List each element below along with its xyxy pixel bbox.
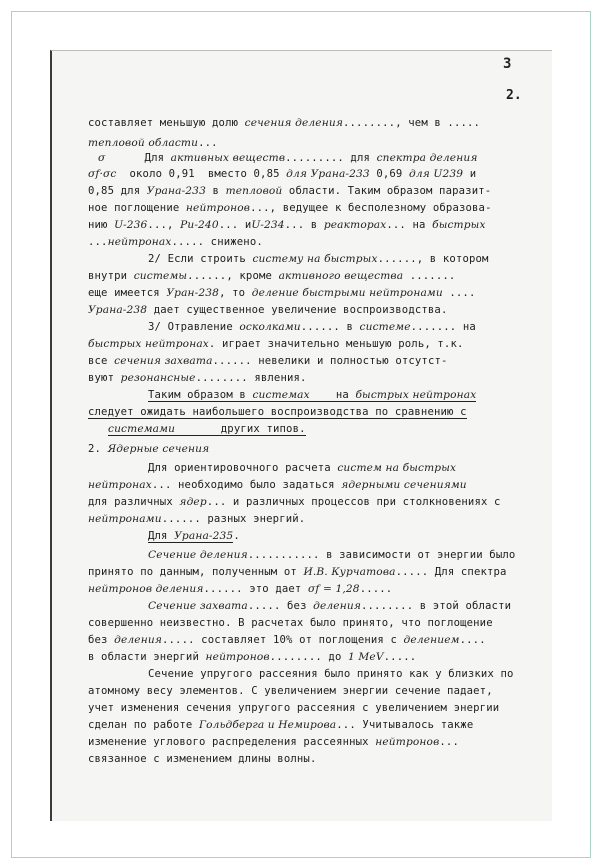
corner-mark: 3	[503, 56, 512, 72]
typed-text: около 0,91 вместо 0,85	[116, 168, 287, 180]
typed-text: ......... для	[285, 152, 377, 164]
typed-text: следует ожидать наибольшего воспроизводства по сравнению с	[88, 406, 467, 418]
typed-text: ...,	[147, 219, 181, 231]
handwritten-insert: нейтронах	[88, 479, 152, 491]
typed-text: .......	[403, 270, 456, 282]
text-line	[148, 530, 240, 543]
handwritten-insert: Ядерные сечения	[107, 443, 210, 455]
handwritten-insert: деления	[313, 600, 361, 612]
text-line	[88, 185, 491, 198]
text-line	[88, 719, 473, 732]
handwritten-insert: быстрых нейтронах	[355, 389, 477, 401]
text-line	[88, 270, 455, 283]
typed-text: ........ явления.	[195, 372, 307, 384]
typed-text: ... и различных процессов при столкновениях с	[206, 496, 501, 508]
typed-text: ное поглощение	[88, 202, 186, 214]
typed-text: на	[309, 389, 356, 401]
handwritten-insert: Pu-240	[180, 219, 219, 231]
handwritten-insert: тепловой	[225, 185, 283, 197]
typed-text: ........ в этой области	[361, 600, 512, 612]
handwritten-insert: Сечение захвата	[148, 600, 248, 612]
text-line	[148, 549, 515, 562]
typed-text: .	[233, 530, 240, 542]
typed-text: , то	[219, 287, 252, 299]
handwritten-insert: Гольдберга и Немирова	[198, 719, 337, 731]
typed-text: составляет меньшую долю	[88, 117, 245, 129]
typed-text: Для ориентировочного расчета	[148, 462, 338, 474]
typed-text: принято по данным, полученным от	[88, 566, 304, 578]
typed-text: 2.	[88, 443, 108, 455]
text-line	[88, 702, 499, 715]
text-line	[88, 137, 218, 150]
handwritten-insert: системами	[108, 423, 176, 435]
handwritten-insert: нейтронов	[205, 651, 270, 663]
text-line	[88, 566, 507, 579]
typed-text: учет изменения сечения упругого рассеяния с увеличением энергии	[88, 702, 500, 714]
handwritten-insert: ядер	[179, 496, 207, 508]
text-line	[88, 168, 476, 181]
typed-text: ........... в зависимости от энергии было	[247, 549, 516, 561]
typed-text: ... на	[386, 219, 433, 231]
handwritten-insert: для Урана-233	[286, 168, 370, 180]
text-line	[88, 287, 475, 300]
typed-text: ... необходимо было задаться	[151, 479, 342, 491]
typed-text: все	[88, 355, 115, 367]
typed-text: 0,69	[369, 168, 409, 180]
handwritten-insert: системы	[133, 270, 188, 282]
typed-text: и	[463, 168, 477, 180]
handwritten-insert: Уран-238	[166, 287, 220, 299]
handwritten-insert: тепловой области	[88, 137, 199, 149]
text-line	[88, 236, 263, 249]
text-line	[148, 668, 514, 681]
typed-text: без	[88, 634, 115, 646]
text-line	[88, 513, 305, 526]
text-line	[88, 202, 492, 215]
text-line	[88, 219, 486, 232]
handwritten-insert: нейтронов	[375, 736, 440, 748]
handwritten-insert: делением	[403, 634, 460, 646]
text-line	[88, 443, 209, 456]
typed-text: ...	[88, 236, 108, 248]
handwritten-insert: нейтронов деления	[88, 583, 204, 595]
handwritten-insert: резонансные	[120, 372, 196, 384]
handwritten-insert: реакторах	[323, 219, 387, 231]
handwritten-insert: ядерными сечениями	[341, 479, 467, 491]
text-line	[88, 479, 467, 492]
typed-text: еще имеется	[88, 287, 167, 299]
typed-text: 0,85 для	[88, 185, 147, 197]
typed-text: ...... в	[300, 321, 360, 333]
typed-text: сделан по работе	[88, 719, 199, 731]
text-line	[88, 583, 392, 596]
text-line	[88, 406, 467, 419]
handwritten-insert: быстрых	[432, 219, 486, 231]
typed-text: Сечение упругого рассеяния было принято как у близких по	[148, 668, 514, 680]
typed-text: ..., ведущее к бесполезному образова-	[250, 202, 492, 214]
typed-text: ... в	[284, 219, 324, 231]
typed-text: ......, кроме	[187, 270, 279, 282]
handwritten-insert: Сечение деления	[148, 549, 248, 561]
typed-text: Таким образом в	[148, 389, 253, 401]
typed-text: ........ до	[269, 651, 349, 663]
text-line	[98, 152, 478, 165]
typed-text: для различных	[88, 496, 180, 508]
typed-text: совершенно неизвестно. В расчетах было принято, что поглощение	[88, 617, 493, 629]
typed-text: ....	[459, 634, 486, 646]
typed-text: области. Таким образом паразит-	[282, 185, 492, 197]
handwritten-insert: систем на быстрых	[337, 462, 457, 474]
page-number: 2.	[506, 88, 522, 103]
typed-text: ...... невелики и полностью отсутст-	[212, 355, 448, 367]
text-line	[88, 355, 448, 368]
text-line	[148, 389, 476, 402]
handwritten-insert: активных веществ	[170, 152, 286, 164]
handwritten-insert: U-236	[114, 219, 148, 231]
typed-text: .....	[383, 651, 417, 663]
text-line	[88, 634, 486, 647]
text-line	[148, 321, 476, 334]
handwritten-insert: спектра деления	[376, 152, 478, 164]
typed-text: ..... снижено.	[171, 236, 263, 248]
handwritten-insert: деления	[114, 634, 162, 646]
typed-text: ...	[198, 137, 218, 149]
typed-text: Для	[148, 530, 175, 542]
handwritten-insert: деление быстрыми нейтронами	[251, 287, 443, 299]
handwritten-insert: σf·σc	[88, 168, 117, 180]
typed-text: ......, в котором	[377, 253, 489, 265]
text-line	[108, 423, 306, 436]
typed-text: ..... составляет 10% от поглощения с	[162, 634, 404, 646]
typed-text: ..... Для спектра	[395, 566, 507, 578]
handwritten-insert: Урана-238	[88, 304, 148, 316]
text-line	[88, 753, 316, 766]
typed-text: в области энергий	[88, 651, 206, 663]
typed-text: 2/ Если строить	[148, 253, 253, 265]
handwritten-insert: сечения деления	[244, 117, 343, 129]
typed-text: ...	[439, 736, 459, 748]
text-line	[88, 617, 493, 630]
typed-text: изменение углового распределения рассеянных	[88, 736, 376, 748]
handwritten-insert: Урана-235	[174, 530, 234, 542]
handwritten-insert: систему на быстрых	[252, 253, 378, 265]
handwritten-insert: для U239	[408, 168, 464, 180]
typed-text: в	[205, 185, 226, 197]
typed-text: . играет значительно меньшую роль, т.к.	[208, 338, 464, 350]
text-line	[148, 462, 456, 475]
handwritten-insert: активного вещества	[278, 270, 404, 282]
handwritten-insert: нейтронами	[88, 513, 162, 525]
handwritten-insert: осколками	[239, 321, 301, 333]
typed-text: других типов.	[175, 423, 306, 435]
text-line	[88, 651, 416, 664]
typed-text: ..... без	[247, 600, 314, 612]
handwritten-insert: сечения захвата	[114, 355, 213, 367]
typed-text: ....... на	[410, 321, 476, 333]
typed-text: Для	[105, 152, 171, 164]
typed-text: вуют	[88, 372, 121, 384]
typed-text: внутри	[88, 270, 134, 282]
handwritten-insert: нейтронов	[185, 202, 251, 214]
text-line	[88, 117, 480, 130]
text-line	[88, 685, 493, 698]
handwritten-insert: нейтронах	[107, 236, 172, 248]
handwritten-insert: σ	[98, 152, 106, 164]
typed-text: ...... это дает	[203, 583, 308, 595]
text-line	[88, 372, 307, 385]
typed-text: 3/ Отравление	[148, 321, 240, 333]
typed-text: .....	[359, 583, 393, 595]
typed-text: ...... разных энергий.	[161, 513, 306, 525]
text-line	[148, 253, 489, 266]
handwritten-insert: системах	[252, 389, 310, 401]
handwritten-insert: 1 MeV	[348, 651, 384, 663]
text-line	[148, 600, 511, 613]
typed-text: ........, чем в .....	[342, 117, 481, 129]
typed-text: нию	[88, 219, 115, 231]
handwritten-insert: системе	[359, 321, 411, 333]
typed-text: ....	[442, 287, 476, 299]
text-line	[88, 338, 464, 351]
typed-text: связанное с изменением длины волны.	[88, 753, 317, 765]
handwritten-insert: И.В. Курчатова	[303, 566, 396, 578]
handwritten-insert: Урана-233	[146, 185, 206, 197]
typed-text: ... и	[218, 219, 252, 231]
text-line	[88, 496, 501, 509]
typed-text: атомному весу элементов. С увеличением энергии сечение падает,	[88, 685, 493, 697]
text-line	[88, 304, 448, 317]
handwritten-insert: быстрых нейтронах	[88, 338, 209, 350]
handwritten-insert: σf = 1,28	[307, 583, 360, 595]
text-line	[88, 736, 459, 749]
typed-text: ... Учитывалось также	[336, 719, 474, 731]
handwritten-insert: U-234	[251, 219, 285, 231]
typed-text: дает существенное увеличение воспроизводства.	[147, 304, 448, 316]
